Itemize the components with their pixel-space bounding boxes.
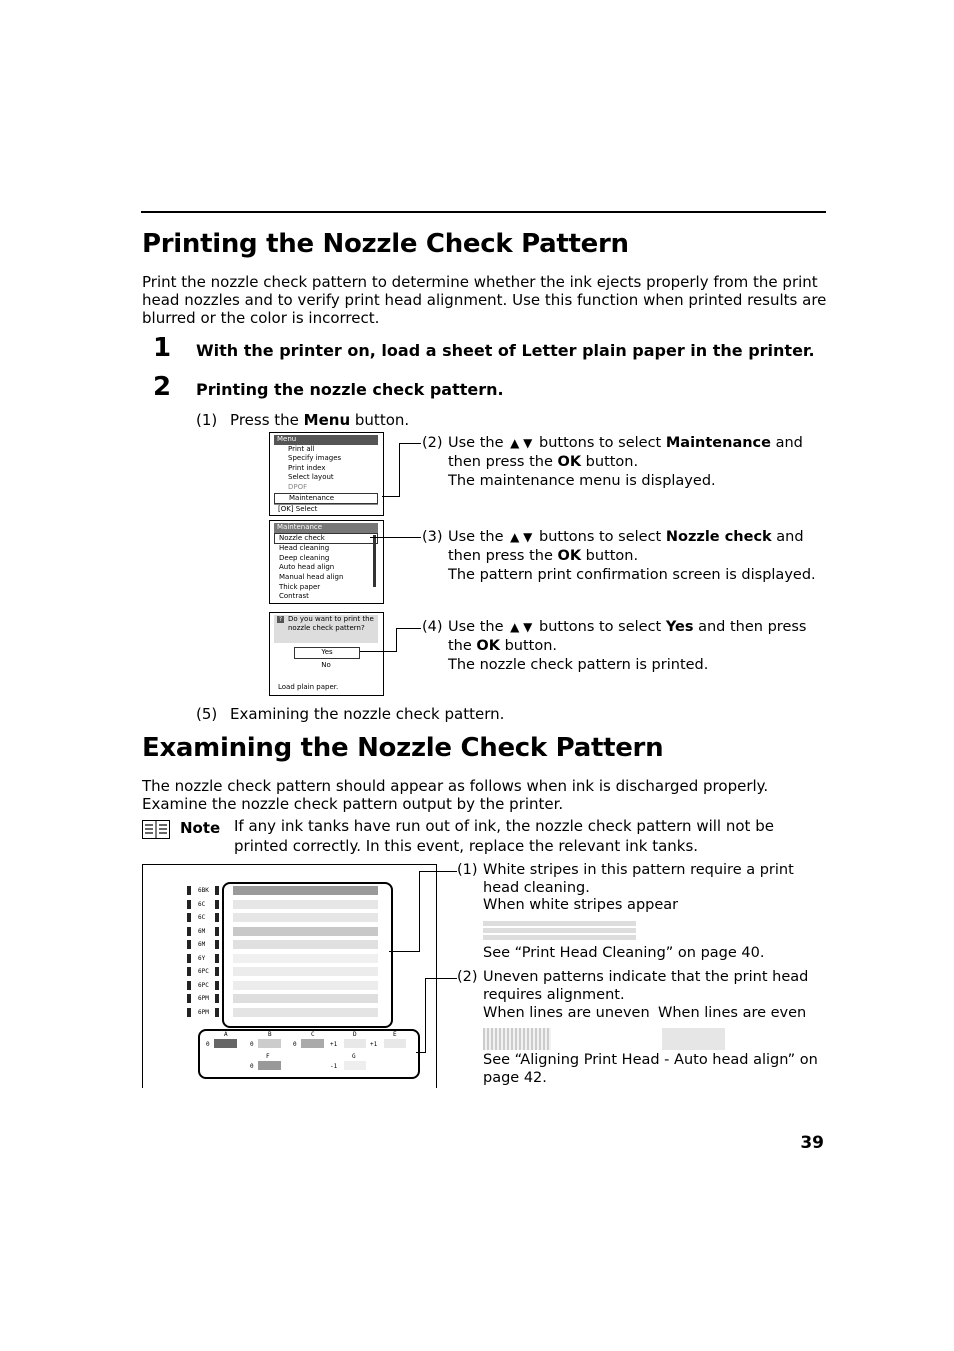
instruction-2-num: (2): [422, 435, 443, 451]
callout-1-see: See “Print Head Cleaning” on page 40.: [483, 945, 765, 961]
callout-1-subtitle: When white stripes appear: [483, 897, 679, 913]
up-down-arrows-icon: ▲ ▼: [510, 436, 533, 450]
substep-1-post: button.: [350, 411, 410, 429]
ink-tick: [187, 981, 191, 990]
ink-label: 6C: [198, 914, 206, 921]
ok-button-label: OK: [476, 638, 500, 654]
ink-tick: [215, 994, 219, 1003]
section-paragraph: [142, 777, 827, 813]
align-block: [258, 1061, 281, 1070]
leader-line: [419, 871, 457, 872]
leader-line: [396, 628, 397, 652]
page-title: Printing the Nozzle Check Pattern: [142, 229, 629, 259]
instruction-3-text: Use the: [448, 529, 509, 545]
instruction-2-text: button.: [581, 454, 639, 470]
ink-tick: [187, 954, 191, 963]
lcd-maintenance-item: Thick paper: [279, 582, 321, 591]
top-rule: [141, 211, 826, 213]
instruction-3-text: and then press the: [448, 529, 804, 564]
instruction-3-result: The pattern print confirmation screen is displayed.: [448, 567, 816, 583]
white-stripes-sample: [483, 921, 636, 941]
ink-label: 6M: [198, 927, 206, 935]
ink-tick: [215, 900, 219, 909]
instruction-4-text: button.: [499, 638, 558, 654]
uneven-lines-sample: [483, 1028, 551, 1050]
lcd-maintenance-item: Contrast: [279, 592, 309, 601]
step-2-text: Printing the nozzle check pattern.: [196, 380, 504, 399]
note-text: If any ink tanks have run out of ink, the nozzle check pattern will not be printed correctly. In this event, replace the relevant ink tanks.: [234, 817, 774, 855]
leader-line: [419, 871, 420, 952]
lcd-confirm-screen: [269, 612, 384, 696]
ink-tick: [215, 913, 219, 922]
instruction-2-text: Use the: [448, 435, 509, 451]
instruction-2-result: The maintenance menu is displayed.: [448, 473, 716, 489]
lcd-menu-item: Print all: [288, 444, 315, 453]
ink-tick: [215, 940, 219, 949]
ink-label: 6PM: [198, 1008, 209, 1016]
instruction-2-text: and then press the: [448, 435, 803, 470]
callout-2-even: When lines are even: [658, 1005, 807, 1021]
lcd-maintenance-item-selected: Nozzle check: [274, 533, 378, 545]
instruction-4-text: Use the: [448, 619, 509, 635]
question-icon: ?: [278, 616, 283, 623]
align-value: 0: [293, 1041, 297, 1048]
align-letter: F: [266, 1053, 270, 1060]
ink-tick: [187, 927, 191, 936]
callout-2-text: Uneven patterns indicate that the print head requires alignment.: [483, 969, 809, 1003]
ink-tick: [187, 967, 191, 976]
align-value: +1: [370, 1041, 378, 1048]
pattern-box-alignment: [198, 1029, 420, 1079]
ink-label: 6C: [198, 900, 206, 908]
substep-1-pre: Press the: [230, 411, 304, 429]
lcd-maintenance-item: Auto head align: [279, 563, 335, 572]
lcd-maintenance-item: Head cleaning: [279, 544, 330, 553]
lcd-confirm-yes: Yes: [294, 647, 360, 659]
leader-line: [360, 651, 396, 652]
align-letter: B: [268, 1031, 272, 1038]
align-letter: C: [311, 1031, 315, 1038]
up-down-arrows-icon: ▲ ▼: [510, 620, 533, 634]
lcd-menu-item: Specify images: [288, 454, 342, 463]
ink-tick: [187, 886, 191, 895]
align-block: [258, 1039, 281, 1048]
leader-line: [396, 628, 421, 629]
lcd-menu-title: Menu: [274, 435, 378, 445]
step-1-number: 1: [153, 333, 172, 363]
callout-2-uneven: When lines are uneven: [483, 1005, 650, 1021]
instruction-3: [422, 528, 828, 585]
leader-line: [370, 537, 421, 538]
ink-tick: [215, 967, 219, 976]
align-value: +1: [330, 1041, 338, 1048]
lcd-menu-item: Print index: [288, 463, 326, 472]
instruction-4-text: buttons to select: [534, 619, 666, 635]
nozzle-check-label: Nozzle check: [665, 529, 772, 545]
substep-1-num: (1): [196, 411, 218, 429]
instruction-2-text: buttons to select: [534, 435, 666, 451]
align-letter: G: [352, 1053, 356, 1060]
nozzle-stripe: [233, 886, 378, 895]
callout-2: [457, 969, 828, 1004]
step-1-text: With the printer on, load a sheet of Letter plain paper in the printer.: [196, 341, 815, 360]
callout-2-see: See “Aligning Print Head - Auto head align” on page 42.: [483, 1052, 818, 1086]
nozzle-stripe: [233, 967, 378, 976]
instruction-3-text: button.: [581, 548, 639, 564]
nozzle-stripe: [233, 1008, 378, 1017]
ink-tick: [215, 927, 219, 936]
page-number: 39: [800, 1133, 824, 1153]
even-lines-sample: [662, 1028, 725, 1050]
instruction-3-text: buttons to select: [534, 529, 666, 545]
substep-5-text: Examining the nozzle check pattern.: [230, 705, 505, 723]
nozzle-stripe: [233, 900, 378, 909]
ink-tick: [187, 900, 191, 909]
align-letter: A: [224, 1031, 228, 1038]
lcd-menu-item: DPOF: [288, 482, 308, 491]
align-value: -1: [330, 1063, 338, 1070]
lcd-menu-item: Select layout: [288, 473, 334, 482]
substep-5-num: (5): [196, 705, 218, 723]
note-book-icon: [142, 820, 170, 839]
section-paragraph-line: Examine the nozzle check pattern output by the printer.: [142, 795, 564, 813]
align-letter: E: [393, 1031, 397, 1038]
lcd-menu-item-selected: Maintenance: [274, 493, 378, 505]
ink-tick: [215, 886, 219, 895]
lcd-confirm-footer: Load plain paper.: [278, 683, 339, 691]
align-block: [384, 1039, 406, 1048]
section-title: Examining the Nozzle Check Pattern: [142, 733, 664, 763]
lcd-maintenance-screen: [269, 520, 384, 604]
align-value: 0: [206, 1041, 210, 1048]
leader-line: [425, 978, 426, 1053]
ink-label: 6Y: [198, 954, 206, 962]
leader-line: [399, 443, 400, 497]
yes-label: Yes: [665, 619, 694, 635]
instruction-4: [422, 618, 828, 675]
leader-line: [389, 951, 419, 952]
align-value: 0: [250, 1041, 254, 1048]
align-block: [214, 1039, 237, 1048]
align-block: [301, 1039, 324, 1048]
leader-line: [399, 443, 421, 444]
ink-label: 6BK: [198, 887, 209, 894]
lcd-menu-footer: [OK] Select: [274, 504, 378, 515]
ink-label: 6PC: [198, 981, 209, 989]
ink-tick: [187, 913, 191, 922]
maintenance-label: Maintenance: [665, 435, 771, 451]
ok-button-label: OK: [557, 548, 582, 564]
lcd-confirm-no: No: [321, 661, 331, 669]
nozzle-stripe: [233, 913, 378, 922]
nozzle-stripe: [233, 954, 378, 963]
lcd-scrollbar: [373, 535, 376, 587]
instruction-4-result: The nozzle check pattern is printed.: [448, 657, 709, 673]
ink-tick: [187, 1008, 191, 1017]
substep-5: [196, 705, 504, 723]
instruction-4-text: and then press the: [448, 619, 807, 654]
section-paragraph-line: The nozzle check pattern should appear as follows when ink is discharged properly.: [142, 777, 769, 795]
leader-line: [382, 496, 399, 497]
nozzle-stripe: [233, 981, 378, 990]
ink-tick: [215, 954, 219, 963]
ink-label: 6PC: [198, 968, 209, 975]
callout-1-text: White stripes in this pattern require a print head cleaning.: [483, 862, 794, 896]
lcd-maintenance-item: Manual head align: [279, 572, 344, 581]
substep-1: [196, 411, 409, 429]
ink-tick: [215, 1008, 219, 1017]
leader-line: [425, 978, 457, 979]
ink-label: 6M: [198, 941, 206, 948]
instruction-3-num: (3): [422, 529, 443, 545]
callout-2-num: (2): [457, 969, 478, 985]
ok-button-label: OK: [557, 454, 582, 470]
ink-label: 6PM: [198, 995, 209, 1002]
lcd-menu-screen: [269, 432, 384, 516]
align-block: [344, 1039, 366, 1048]
lcd-maintenance-item: Deep cleaning: [279, 553, 330, 562]
up-down-arrows-icon: ▲ ▼: [510, 530, 533, 544]
lcd-maintenance-title: Maintenance: [274, 523, 378, 533]
note-label: Note: [180, 819, 221, 837]
align-block: [344, 1061, 366, 1070]
ink-tick: [187, 994, 191, 1003]
ink-tick: [187, 940, 191, 949]
callout-1: [457, 862, 828, 915]
nozzle-stripe: [233, 940, 378, 949]
nozzle-stripe: [233, 927, 378, 936]
instruction-2: [422, 434, 828, 491]
align-letter: D: [353, 1031, 357, 1038]
nozzle-stripe: [233, 994, 378, 1003]
callout-1-num: (1): [457, 862, 478, 878]
ink-tick: [215, 981, 219, 990]
intro-paragraph: Print the nozzle check pattern to determine whether the ink ejects properly from the print head nozzles and to verify print head alignment. Use this function when printed results are blurred or the color is incorrect.: [142, 273, 827, 327]
leader-line: [416, 1052, 425, 1053]
align-value: 0: [250, 1063, 254, 1070]
step-2-number: 2: [153, 372, 172, 402]
menu-button-label: Menu: [303, 411, 351, 429]
lcd-confirm-question: Do you want to print the nozzle check pattern?: [288, 615, 374, 632]
instruction-4-num: (4): [422, 619, 443, 635]
